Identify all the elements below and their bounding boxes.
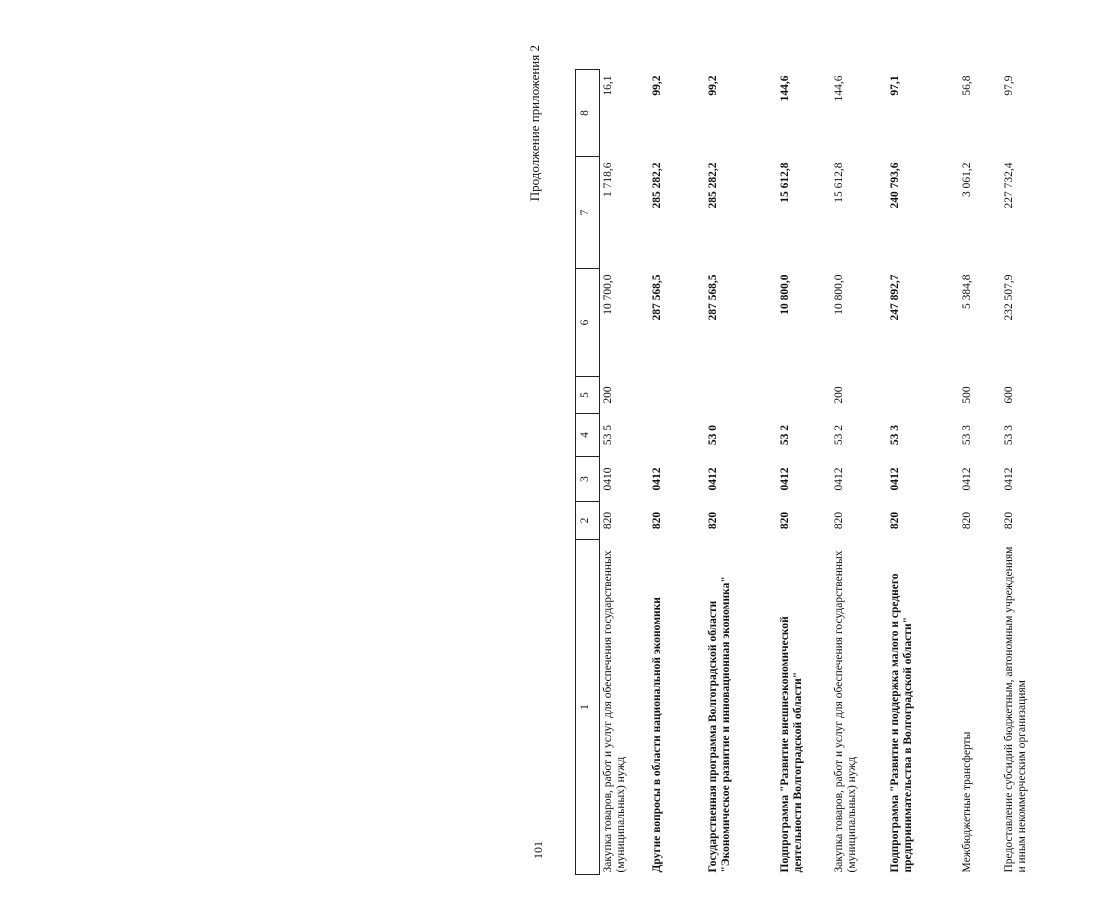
row-name: Подпрограмма "Развитие внешнеэкономической деятельности Волгоградской области" (779, 616, 805, 873)
row-name: Закупка товаров, работ и услуг для обеспечения государственных (муниципальных) нужд (602, 550, 628, 873)
cell-c2: 820 (1003, 511, 1015, 530)
cell-c4: 53 3 (1003, 424, 1015, 446)
cell-c3: 0412 (1003, 467, 1015, 491)
cell-c7: 285 282,2 (651, 162, 663, 209)
cell-c4: 53 2 (833, 424, 845, 446)
table-row (831, 70, 887, 875)
cell-c8: 97,9 (1003, 75, 1015, 96)
cell-c3: 0412 (961, 467, 973, 491)
cell-c5: 200 (602, 386, 614, 404)
cell-c8: 97,1 (889, 75, 901, 96)
row-name: Подпрограмма "Развитие и поддержка малого и среднего предпринимательства в Волгоградской области" (889, 573, 915, 873)
cell-c3: 0412 (651, 467, 663, 491)
row-name: Другие вопросы в области национальной экономики (651, 597, 663, 873)
table-row (1001, 70, 1050, 875)
cell-c5: 600 (1003, 386, 1015, 404)
column-header: 1 (576, 540, 600, 875)
column-header: 2 (576, 502, 600, 540)
cell-c5 (649, 377, 705, 414)
page-number: 101 (531, 841, 545, 859)
table-row (887, 70, 959, 875)
cell-c6: 5 384,8 (961, 274, 973, 309)
cell-c5: 200 (833, 386, 845, 404)
cell-c4: 53 0 (707, 424, 719, 446)
cell-c3: 0412 (833, 467, 845, 491)
cell-c8: 99,2 (651, 75, 663, 96)
table-row (600, 70, 650, 875)
row-name: Закупка товаров, работ и услуг для обеспечения государственных (муниципальных) нужд (833, 550, 859, 873)
column-header: 6 (576, 269, 600, 377)
cell-c2: 820 (833, 511, 845, 530)
cell-c7: 15 612,8 (833, 162, 845, 203)
cell-c4: 53 2 (779, 424, 791, 446)
row-name: Межбюджетные трансферты (961, 731, 973, 873)
cell-c2: 820 (961, 511, 973, 530)
cell-c4: 53 3 (961, 424, 973, 446)
cell-c6: 10 800,0 (779, 274, 791, 315)
cell-c4 (649, 414, 705, 457)
cell-c7: 3 061,2 (961, 162, 973, 197)
cell-c8: 56,8 (961, 75, 973, 96)
budget-table (575, 69, 1050, 875)
row-name: Предоставление субсидий бюджетным, автономным учреждениям и иным некоммерческим организациям (1003, 546, 1029, 873)
table-header-row (576, 70, 600, 875)
cell-c8: 144,6 (833, 75, 845, 102)
cell-c5 (777, 377, 831, 414)
cell-c6: 232 507,9 (1003, 274, 1015, 321)
cell-c4: 53 5 (602, 424, 614, 446)
rotated-table-block (527, 45, 1120, 875)
column-header: 7 (576, 157, 600, 269)
cell-c2: 820 (707, 511, 719, 530)
table-row (777, 70, 831, 875)
cell-c2: 820 (602, 511, 614, 530)
cell-c6: 287 568,5 (651, 274, 663, 321)
cell-c2: 820 (889, 511, 901, 530)
column-header: 3 (576, 457, 600, 502)
table-row (649, 70, 705, 875)
cell-c2: 820 (779, 511, 791, 530)
cell-c6: 247 892,7 (889, 274, 901, 321)
cell-c3: 0412 (889, 467, 901, 491)
cell-c8: 144,6 (779, 75, 791, 102)
cell-c3: 0410 (602, 467, 614, 491)
cell-c8: 16,1 (602, 75, 614, 96)
cell-c7: 285 282,2 (707, 162, 719, 209)
cell-c7: 227 732,4 (1003, 162, 1015, 209)
cell-c4: 53 3 (889, 424, 901, 446)
cell-c8: 99,2 (707, 75, 719, 96)
cell-c7: 15 612,8 (779, 162, 791, 203)
cell-c6: 10 800,0 (833, 274, 845, 315)
cell-c5: 500 (961, 386, 973, 404)
cell-c6: 287 568,5 (707, 274, 719, 321)
cell-c3: 0412 (779, 467, 791, 491)
column-header: 5 (576, 377, 600, 414)
cell-c3: 0412 (707, 467, 719, 491)
cell-c5 (705, 377, 777, 414)
continuation-label: Продолжение приложения 2 (527, 45, 542, 202)
cell-c2: 820 (651, 511, 663, 530)
cell-c6: 10 700,0 (602, 274, 614, 315)
table-row (705, 70, 777, 875)
cell-c5 (887, 377, 959, 414)
table-row (959, 70, 1001, 875)
column-header: 4 (576, 414, 600, 457)
column-header: 8 (576, 70, 600, 157)
cell-c7: 1 718,6 (602, 162, 614, 197)
row-name: Государственная программа Волгоградской области "Экономическое развитие и инновационная экономика" (707, 576, 733, 873)
cell-c7: 240 793,6 (889, 162, 901, 209)
